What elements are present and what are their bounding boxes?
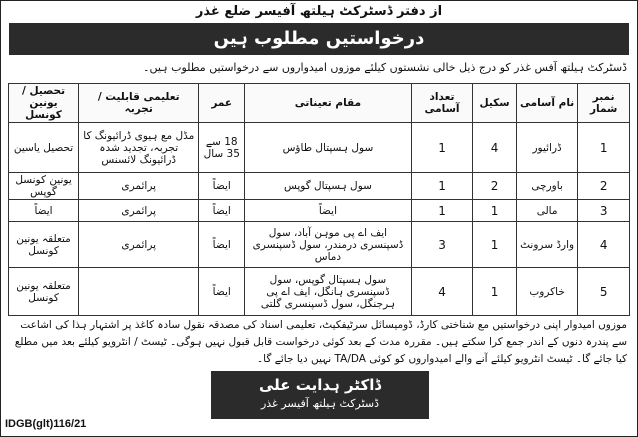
cell-count: 1 — [411, 173, 472, 200]
cell-count: 1 — [411, 123, 472, 173]
cell-serial: 5 — [578, 268, 630, 316]
header-post: نام آسامی — [516, 84, 577, 123]
cell-scale: 1 — [473, 200, 517, 222]
cell-serial: 4 — [578, 222, 630, 268]
cell-place: ایف اے پی موہن آباد، سول ڈسپنسری درمندر، سول ڈسپنسری دماس — [245, 222, 412, 268]
cell-tehsil: متعلقہ یونین کونسل — [9, 268, 79, 316]
cell-post: ڈرائیور — [516, 123, 577, 173]
signature-block — [211, 371, 429, 419]
cell-count: 3 — [411, 222, 472, 268]
table-row — [9, 222, 630, 268]
cell-age: ایضاً — [199, 173, 245, 200]
intro-text: ڈسٹرکٹ ہیلتھ آفس غذر کو درج ذیل خالی نشستوں کیلئے موزوں امیدواروں سے درخواستیں مطلوب ہیں۔ — [143, 61, 627, 74]
signatory-name: ڈاکٹر ہدایت علی — [258, 376, 382, 394]
cell-tehsil: ایضاً — [9, 200, 79, 222]
cell-place: ایضاً — [245, 200, 412, 222]
table-row — [9, 200, 630, 222]
cell-qualification: پرائمری — [79, 222, 199, 268]
cell-scale: 2 — [473, 173, 517, 200]
vacancy-table — [8, 83, 630, 316]
cell-tehsil: متعلقہ یونین کونسل — [9, 222, 79, 268]
terms-text: موزوں امیدوار اپنی درخواستیں مع شناختی کارڈ، ڈومیسائل سرٹیفکیٹ، تعلیمی اسناد کی مصدقہ نقول سادہ کاغذ پر اشتہار ہذا کی اشاعت سے پندرہ دنوں کے اندر جمع کرا سکتے ہیں۔ مقررہ مدت کے بعد کوئی درخواست قابل قبول نہیں ہوگی۔ ٹیسٹ / انٹرویو کیلئے بعد میں مطلع کیا جائے گا۔ ٹیسٹ انٹرویو کیلئے آنے والے امیدواروں کو کوئی TA/DA نہیں دیا جائے گا۔ — [14, 319, 627, 365]
cell-post: وارڈ سرونٹ — [516, 222, 577, 268]
cell-scale: 1 — [473, 222, 517, 268]
cell-age: ایضاً — [199, 268, 245, 316]
cell-scale: 1 — [473, 268, 517, 316]
banner-title: درخواستیں مطلوب ہیں — [9, 23, 629, 55]
cell-place: سول ہسپتال گوپس، سول ڈسپنسری ہانگل، ایف اے پی ہرجنگل، سول ڈسپنسری گلتی — [245, 268, 412, 316]
cell-post: باورچی — [516, 173, 577, 200]
table-header-row — [9, 84, 630, 123]
cell-place: سول ہسپتال طاؤس — [245, 123, 412, 173]
cell-serial: 2 — [578, 173, 630, 200]
cell-qualification: مڈل مع ہیوی ڈرائیونگ کا تجربہ، تجدید شدہ ڈرائیونگ لائسنس — [79, 123, 199, 173]
header-count: تعداد آسامی — [411, 84, 472, 123]
cell-age: ایضاً — [199, 222, 245, 268]
cell-post: خاکروب — [516, 268, 577, 316]
header-scale: سکیل — [473, 84, 517, 123]
cell-qualification — [79, 268, 199, 316]
office-title: از دفتر ڈسٹرکٹ ہیلتھ آفیسر ضلع غذر — [195, 4, 443, 19]
table-row — [9, 268, 630, 316]
cell-age: ایضاً — [199, 200, 245, 222]
cell-qualification: پرائمری — [79, 173, 199, 200]
cell-serial: 3 — [578, 200, 630, 222]
cell-tehsil: یونین کونسل گوپس — [9, 173, 79, 200]
cell-qualification: پرائمری — [79, 200, 199, 222]
header-serial: نمبر شمار — [578, 84, 630, 123]
cell-tehsil: تحصیل یاسین — [9, 123, 79, 173]
cell-post: مالی — [516, 200, 577, 222]
cell-scale: 4 — [473, 123, 517, 173]
cell-count: 1 — [411, 200, 472, 222]
cell-serial: 1 — [578, 123, 630, 173]
reference-number: IDGB(glt)116/21 — [5, 418, 87, 430]
cell-place: سول ہسپتال گوپس — [245, 173, 412, 200]
cell-age: 18 سے 35 سال — [199, 123, 245, 173]
table-row — [9, 173, 630, 200]
signatory-designation: ڈسٹرکٹ ہیلتھ آفیسر غذر — [260, 397, 380, 410]
header-place: مقام تعیناتی — [245, 84, 412, 123]
header-age: عمر — [199, 84, 245, 123]
header-qualification: تعلیمی قابلیت / تجربہ — [79, 84, 199, 123]
table-row — [9, 123, 630, 173]
header-tehsil: تحصیل / یونین کونسل — [9, 84, 79, 123]
cell-count: 4 — [411, 268, 472, 316]
